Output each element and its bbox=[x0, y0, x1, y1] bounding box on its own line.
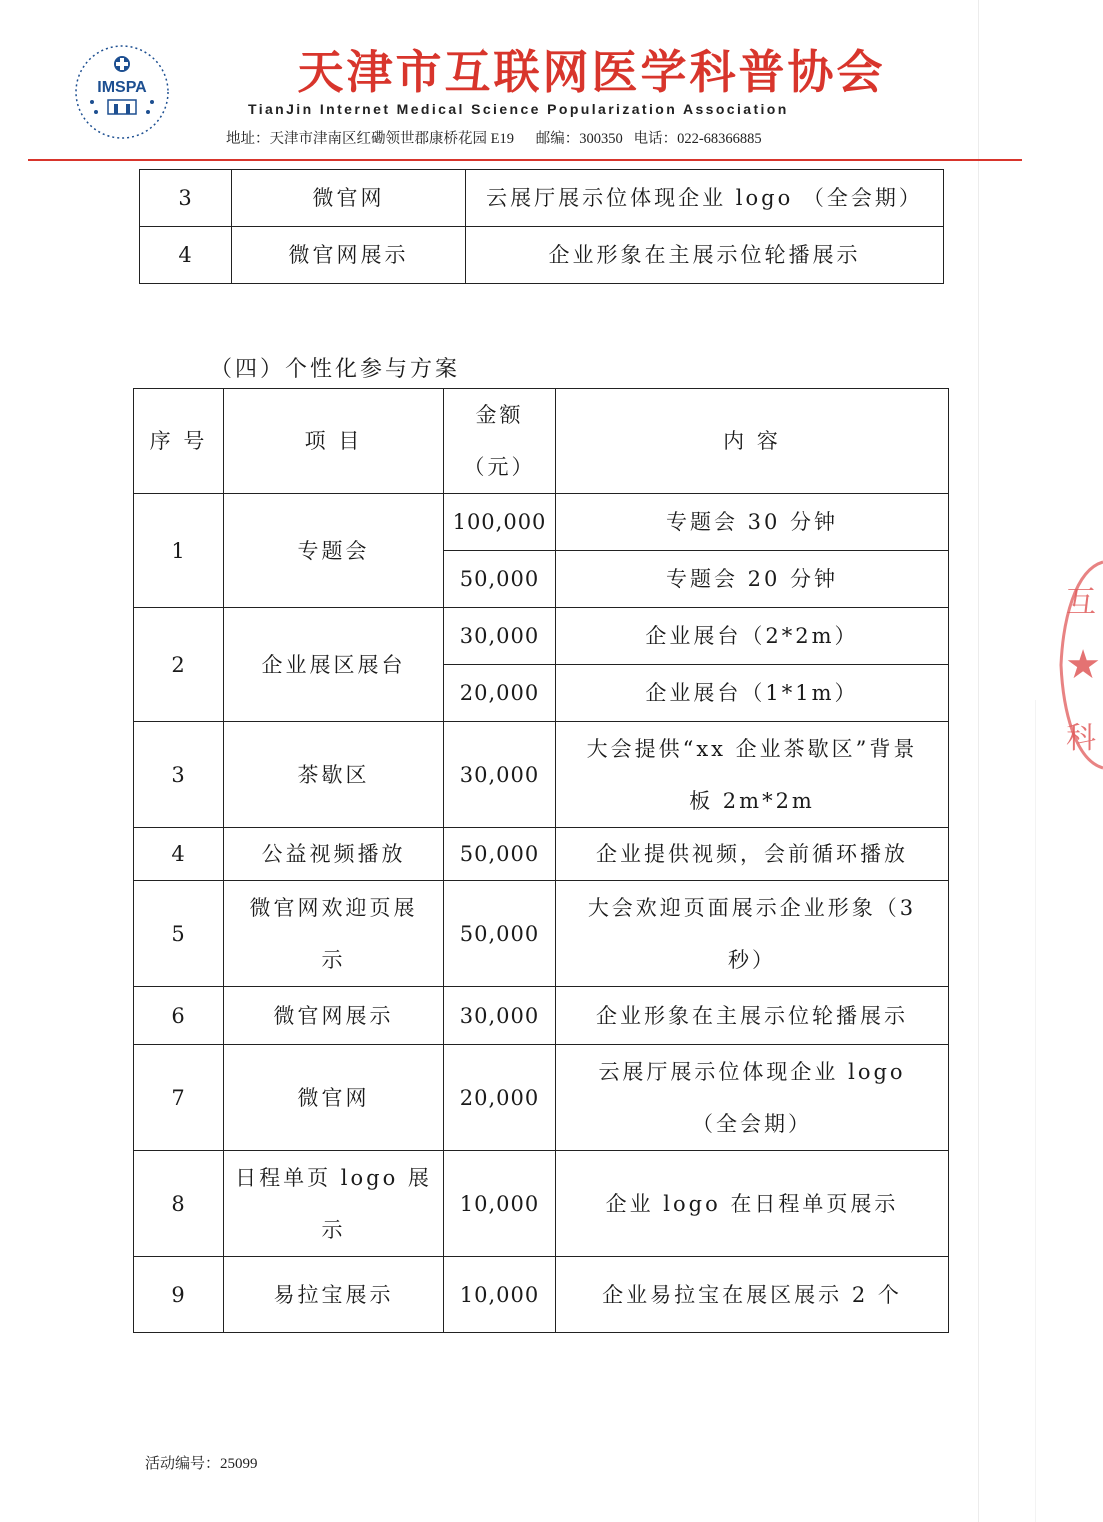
table-row bbox=[140, 170, 944, 227]
cell-content: 专题会 30 分钟 bbox=[556, 494, 949, 551]
org-name-cn: 天津市互联网医学科普协会 bbox=[297, 45, 886, 99]
cell-item-line1: 微官网欢迎页展 bbox=[249, 895, 418, 920]
personalized-plan-table bbox=[133, 388, 949, 1333]
cell-item bbox=[224, 1151, 444, 1257]
cell-content: 专题会 20 分钟 bbox=[556, 551, 949, 608]
table-row bbox=[140, 227, 944, 284]
contact-line: 地址：天津市津南区红磡领世郡康桥花园 E19 邮编：300350 电话：022-68366885 bbox=[226, 131, 762, 147]
cell-no: 3 bbox=[134, 722, 224, 828]
cell-item: 微官网展示 bbox=[232, 227, 466, 284]
cell-content-line1: 大会欢迎页面展示企业形象（3 bbox=[587, 895, 917, 920]
table-row bbox=[134, 1045, 949, 1151]
header-divider bbox=[28, 159, 1022, 161]
cell-content: 企业 logo 在日程单页展示 bbox=[556, 1151, 949, 1257]
table-row bbox=[134, 828, 949, 881]
cell-amount: 30,000 bbox=[444, 987, 556, 1045]
cell-amount: 30,000 bbox=[444, 608, 556, 665]
cell-content-line2: 秒） bbox=[728, 947, 776, 972]
scan-edge-line bbox=[978, 0, 979, 1522]
table-row bbox=[134, 1257, 949, 1333]
cell-content: 企业展台（1*1m） bbox=[556, 665, 949, 722]
cell-no: 8 bbox=[134, 1151, 224, 1257]
header-item: 项 目 bbox=[224, 389, 444, 494]
table-row bbox=[134, 494, 949, 551]
cell-item: 微官网 bbox=[224, 1045, 444, 1151]
cell-no: 4 bbox=[134, 828, 224, 881]
cell-amount: 50,000 bbox=[444, 881, 556, 987]
table-row bbox=[134, 1151, 949, 1257]
table-row bbox=[134, 722, 949, 828]
cell-item: 企业展区展台 bbox=[224, 608, 444, 722]
cell-no: 4 bbox=[140, 227, 232, 284]
cell-content: 企业易拉宝在展区展示 2 个 bbox=[556, 1257, 949, 1333]
cell-content: 企业提供视频，会前循环播放 bbox=[556, 828, 949, 881]
header-content: 内 容 bbox=[556, 389, 949, 494]
cell-content: 企业形象在主展示位轮播展示 bbox=[466, 227, 944, 284]
cell-content-line1: 大会提供“xx 企业茶歇区”背景 bbox=[586, 736, 918, 761]
cell-amount: 100,000 bbox=[444, 494, 556, 551]
seal-stamp bbox=[1055, 560, 1103, 770]
cell-amount: 50,000 bbox=[444, 551, 556, 608]
cell-item: 专题会 bbox=[224, 494, 444, 608]
table-header-row bbox=[134, 389, 949, 494]
cell-item: 微官网展示 bbox=[224, 987, 444, 1045]
cell-content bbox=[556, 722, 949, 828]
table-row bbox=[134, 987, 949, 1045]
cell-item: 微官网 bbox=[232, 170, 466, 227]
cell-item: 茶歇区 bbox=[224, 722, 444, 828]
cell-content-line2: （全会期） bbox=[692, 1111, 812, 1136]
logo-text: IMSPA bbox=[97, 79, 147, 96]
cell-no: 9 bbox=[134, 1257, 224, 1333]
scan-edge-line bbox=[1035, 700, 1036, 1522]
stamp-char: 科 bbox=[1066, 721, 1096, 756]
cell-content-line1: 云展厅展示位体现企业 logo bbox=[598, 1059, 906, 1084]
cell-no: 6 bbox=[134, 987, 224, 1045]
cell-item-line2: 示 bbox=[321, 1217, 346, 1242]
cell-content: 企业展台（2*2m） bbox=[556, 608, 949, 665]
cell-no: 1 bbox=[134, 494, 224, 608]
cell-content: 云展厅展示位体现企业 logo （全会期） bbox=[466, 170, 944, 227]
cell-content bbox=[556, 1045, 949, 1151]
org-name-en: TianJin Internet Medical Science Popularization Association bbox=[248, 101, 789, 117]
cell-amount: 50,000 bbox=[444, 828, 556, 881]
cell-item-line2: 示 bbox=[321, 947, 346, 972]
cell-content: 企业形象在主展示位轮播展示 bbox=[556, 987, 949, 1045]
header-amount-line2: （元） bbox=[463, 455, 536, 479]
table-row bbox=[134, 881, 949, 987]
cell-item: 公益视频播放 bbox=[224, 828, 444, 881]
stamp-star: ★ bbox=[1065, 642, 1101, 688]
cell-no: 5 bbox=[134, 881, 224, 987]
table-row bbox=[134, 608, 949, 665]
header-amount bbox=[444, 389, 556, 494]
stamp-char: 互 bbox=[1066, 585, 1096, 620]
cell-amount: 10,000 bbox=[444, 1151, 556, 1257]
cell-no: 3 bbox=[140, 170, 232, 227]
cell-amount: 10,000 bbox=[444, 1257, 556, 1333]
cell-amount: 30,000 bbox=[444, 722, 556, 828]
header-amount-line1: 金额 bbox=[475, 403, 524, 427]
continued-table bbox=[139, 169, 944, 284]
cell-no: 7 bbox=[134, 1045, 224, 1151]
cell-item-line1: 日程单页 logo 展 bbox=[235, 1165, 432, 1190]
header-no: 序 号 bbox=[134, 389, 224, 494]
section-title: （四）个性化参与方案 bbox=[210, 357, 461, 382]
cell-item bbox=[224, 881, 444, 987]
cell-no: 2 bbox=[134, 608, 224, 722]
activity-id: 活动编号：25099 bbox=[145, 1456, 258, 1472]
cell-content bbox=[556, 881, 949, 987]
cell-amount: 20,000 bbox=[444, 665, 556, 722]
cell-item: 易拉宝展示 bbox=[224, 1257, 444, 1333]
cell-content-line2: 板 2m*2m bbox=[689, 788, 815, 813]
cell-amount: 20,000 bbox=[444, 1045, 556, 1151]
